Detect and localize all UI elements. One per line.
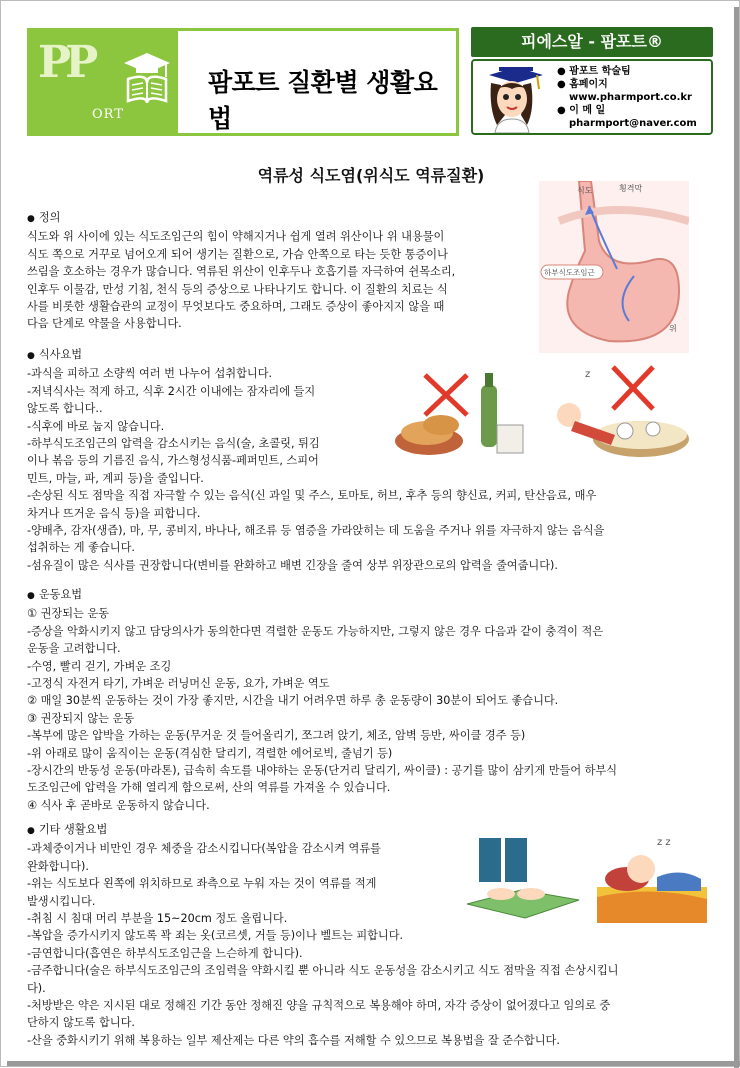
header-title: 팜포트 질환별 생활요법 [208,68,438,133]
body-line: -복압을 증가시키지 않도록 꽉 죄는 옷(코르셋, 거들 등)이나 벨트는 피합니다. [27,929,404,943]
logo-sub: ORT [92,107,124,122]
section-exercise [27,586,617,814]
body-line: 않도록 합니다.. [27,402,103,416]
body-line: 발생시킵니다. [27,894,96,908]
contact-info [557,65,697,130]
body-line: 식도와 위 사이에 있는 식도조임근의 힘이 약해지거나 쉽게 열려 위산이나 위 내용물이 [27,230,445,244]
body-line: -위 아래로 많이 움직이는 운동(격심한 달리기, 격렬한 에어로빅, 줄넘기 등) [27,746,393,760]
svg-text:z z: z z [657,837,671,848]
body-line: ④ 식사 후 곧바로 운동하지 않습니다. [27,798,210,812]
section-diet [27,346,604,574]
body-line: -식후에 바로 눕지 않습니다. [27,419,165,433]
body-line: -손상된 식도 점막을 직접 자극할 수 있는 음식(신 과일 및 주스, 토마토, 허브, 후추 등의 향신료, 커피, 탄산음료, 매우 [27,489,597,503]
body-line: 민트, 마늘, 파, 계피 등)을 줄입니다. [27,471,204,485]
body-line: -저녁식사는 적게 하고, 식후 2시간 이내에는 잠자리에 들지 [27,384,316,398]
body-line: -금주합니다(술은 하부식도조임근의 조임력을 약화시킬 뿐 아니라 식도 운동성을 감소시키고 식도 점막을 직접 손상시킵니 [27,964,619,978]
body-line: 이나 볶음 등의 기름진 음식, 가스형성식품-페퍼민트, 스피어 [27,454,319,468]
label-stomach: 위 [669,324,677,333]
body-line: 쓰림을 호소하는 경우가 많습니다. 역류된 위산이 인후두나 호흡기를 자극하여 쉰목소리, [27,265,456,279]
contact-box [471,59,713,135]
contact-email-label: ● 이 메 일 [557,105,606,116]
contact-team: ● 팜포트 학술팀 [557,66,631,77]
stomach-illustration [539,181,689,353]
body-line: -장시간의 반동성 운동(마라톤), 급속히 속도를 내야하는 운동(단거리 달리기, 싸이클) : 공기를 많이 삼키게 만들어 하부식 [27,764,618,778]
book-graduation-icon [122,49,172,105]
body-line: 도조임근에 압력을 가해 열리게 함으로써, 산의 역류를 가져올 수 있습니다. [27,781,391,795]
body-line: 인후두 이물감, 만성 기침, 천식 등의 증상으로 나타나기도 합니다. 이 질환의 치료는 식 [27,282,448,296]
header-banner [27,28,459,136]
body-line: 다음 단계로 약물을 사용합니다. [27,317,182,331]
body-line: -복부에 많은 압박을 가하는 운동(무거운 것 들어올리기, 쪼그려 앉기, 체조, 암벽 등반, 싸이클 경주 등) [27,729,526,743]
body-line: 차거나 뜨거운 음식 등)을 피합니다. [27,506,201,520]
label-esophagus: 식도 [577,186,593,195]
section-heading: ● 기타 생활요법 [27,821,618,840]
page-shadow [7,1061,740,1066]
logo-letters: PP [38,37,93,88]
body-line: -위는 식도보다 왼쪽에 위치하므로 좌측으로 누워 자는 것이 역류를 적게 [27,877,377,891]
body-line: 운동을 고려합니다. [27,642,121,656]
body-line: -양배추, 감자(생즙), 마, 무, 콩비지, 바나나, 해조류 등 염증을 가라앉히는 데 도움을 주거나 위를 자극하지 않는 음식을 [27,524,605,538]
contact-email[interactable]: pharmport@naver.com [569,118,697,129]
section-heading: ● 운동요법 [27,586,617,605]
body-line: -취침 시 침대 머리 부분을 15~20cm 정도 올립니다. [27,912,288,926]
body-line: ③ 권장되지 않는 운동 [27,711,135,725]
body-line: 식도 쪽으로 거꾸로 넘어오게 되어 생기는 질환으로, 가슴 안쪽으로 타는 듯한 통증이나 [27,247,448,261]
contact-homepage-url[interactable]: www.pharmport.co.kr [569,92,692,103]
body-line: -과식을 피하고 소량씩 여러 번 나누어 섭취합니다. [27,367,273,381]
body-line: 섭취하는 게 좋습니다. [27,541,135,555]
body-line: 다). [27,981,46,995]
bullet-icon: ● [27,826,35,836]
body-line: -금연합니다(흡연은 하부식도조임근을 느슨하게 합니다). [27,946,303,960]
body-line: -하부식도조임근의 압력을 감소시키는 음식(술, 초콜릿, 튀김 [27,437,320,451]
section-other [27,821,618,1049]
bullet-icon: ● [27,351,35,361]
body-line: -섬유질이 많은 식사를 권장합니다(변비를 완화하고 배변 긴장을 줄여 상부 위장관으로의 압력을 줄여줍니다). [27,558,558,572]
svg-text:z: z [585,369,591,380]
body-line: -고정식 자전거 타기, 가벼운 러닝머신 운동, 요가, 가벼운 역도 [27,677,330,691]
section-heading: ● 식사요법 [27,346,604,365]
body-line: ② 매일 30분씩 운동하는 것이 가장 좋지만, 시간을 내기 어려우면 하루 총 운동량이 30분이 되어도 좋습니다. [27,694,559,708]
body-line: 사를 비롯한 생활습관의 교정이 무엇보다도 중요하며, 그래도 증상이 좋아지지 않을 때 [27,300,445,314]
body-line: -수영, 빨리 걷기, 가벼운 조깅 [27,659,172,673]
label-diaphragm: 횡격막 [619,184,643,193]
section-definition [27,209,455,333]
bullet-icon: ● [27,214,35,224]
body-line: -과체중이거나 비만인 경우 체중을 감소시킵니다(복압을 감소시켜 역류를 [27,842,381,856]
pharmacist-avatar [479,65,543,133]
label-les: 하부식도조임근 [544,268,595,277]
document-title: 역류성 식도염(위식도 역류질환) [257,166,485,185]
logo [30,31,178,133]
contact-homepage-label: ● 홈페이지 [557,79,608,90]
body-line: -증상을 악화시키지 않고 담당의사가 동의한다면 격렬한 운동도 가능하지만, 그렇지 않은 경우 다음과 같이 충격이 적은 [27,624,604,638]
body-line: 완화합니다). [27,859,89,873]
body-line: ① 권장되는 운동 [27,607,109,621]
body-line: 단하지 않도록 합니다. [27,1016,135,1030]
body-line: -산을 중화시키기 위해 복용하는 일부 제산제는 다른 약의 흡수를 저해할 수 있으므로 복용법을 잘 준수합니다. [27,1033,560,1047]
bullet-icon: ● [27,591,35,601]
brand-bar: 피에스알 - 팜포트® [471,27,713,57]
body-line: -처방받은 약은 지시된 대로 정해진 기간 동안 정해진 양을 규칙적으로 복용해야 하며, 자각 증상이 없어졌다고 임의로 중 [27,999,611,1013]
section-heading: ● 정의 [27,209,455,228]
